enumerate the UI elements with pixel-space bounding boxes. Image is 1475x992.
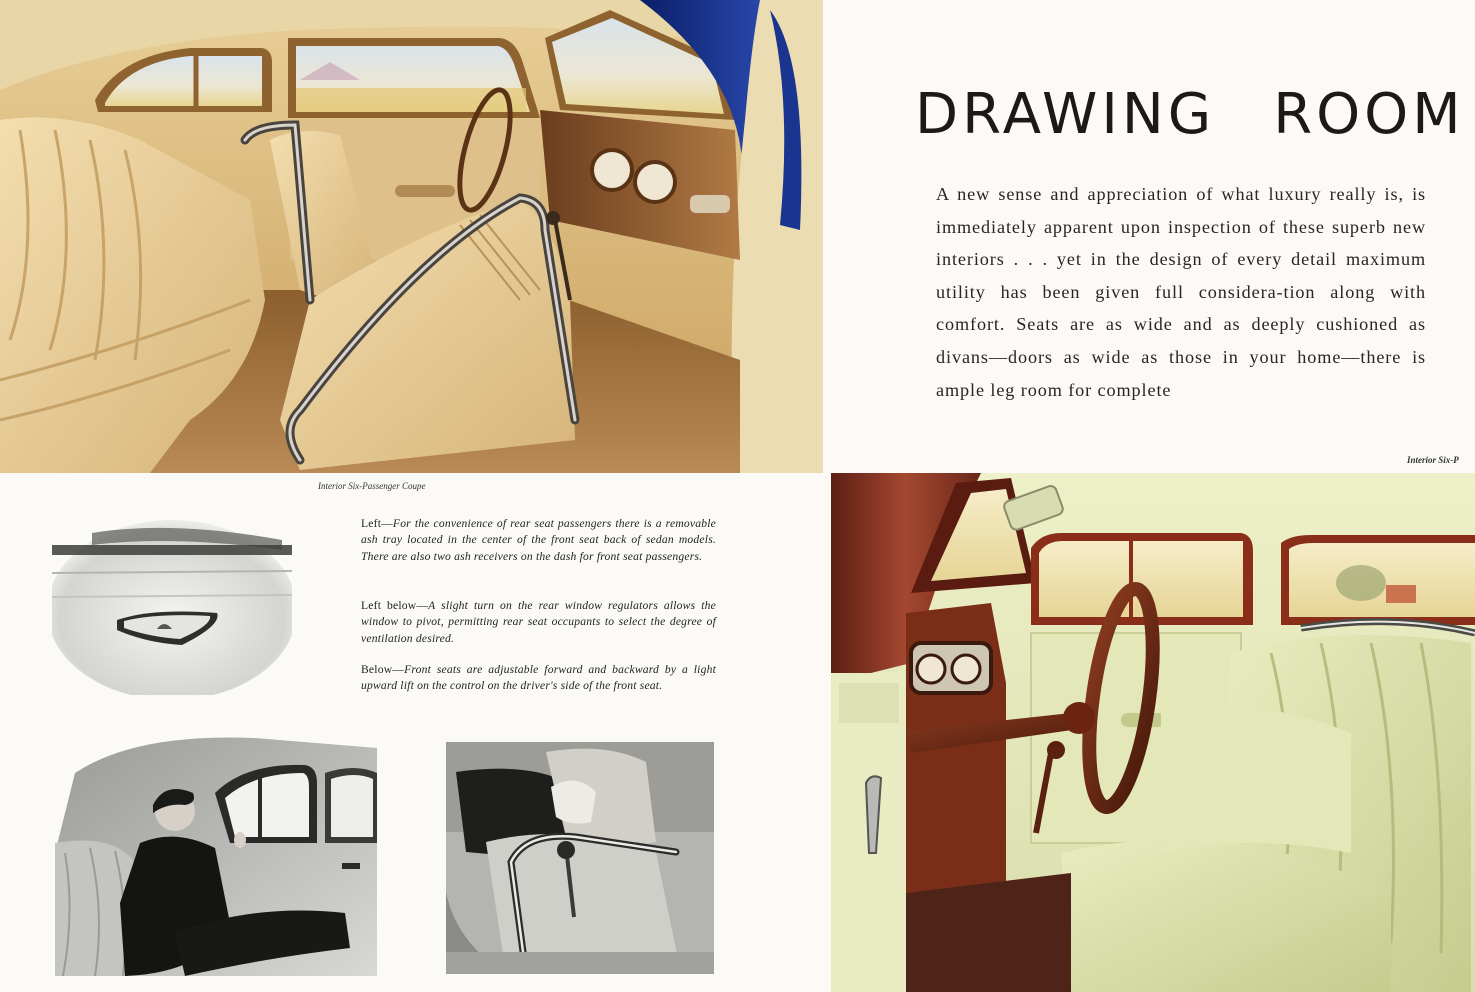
caption-six-passenger-partial: Interior Six-P: [1407, 455, 1459, 465]
green-interior-art: [831, 473, 1475, 992]
note-seat-adjust: [361, 662, 716, 695]
coupe-interior-art: [0, 0, 823, 473]
note-lead: Left—: [361, 517, 393, 530]
note-lead: Below—: [361, 663, 405, 676]
intro-paragraph: A new sense and appreciation of what luxury really is, is immediately apparent upon inspection of these superb new interiors . . . yet in the design of every detail maximum utility has been given full considera-tion along with comfort. Seats are as wide and as deeply cushioned as divans—doors as wide as those in your home—there is ample leg room for complete: [936, 184, 1426, 400]
photo-seat-control: [446, 742, 714, 974]
caption-coupe-interior: Interior Six-Passenger Coupe: [318, 481, 426, 491]
note-text: For the convenience of rear seat passengers there is a removable ash tray located in the center of the front seat back of sedan models. There are also two ash receivers on the dash for front seat passengers.: [361, 517, 716, 563]
photo-ash-tray: [52, 515, 292, 695]
note-lead: Left below—: [361, 599, 429, 612]
note-text: Front seats are adjustable forward and backward by a light upward lift on the control on the driver's side of the front seat.: [361, 663, 716, 693]
note-window-regulator: [361, 598, 716, 647]
heading-word-drawing: DRAWING: [915, 82, 1216, 147]
illustration-coupe-interior: [0, 0, 823, 473]
rear-window-art: [55, 733, 377, 976]
note-ash-tray: [361, 516, 716, 565]
ash-tray-art: [52, 515, 292, 695]
note-text: A slight turn on the rear window regulators allows the window to pivot, permitting rear seat occupants to select the degree of ventilation desired.: [361, 599, 716, 645]
photo-rear-window-passenger: [55, 733, 377, 976]
seat-control-art: [446, 742, 714, 974]
page-heading: [915, 82, 1465, 147]
illustration-green-interior: [831, 473, 1475, 992]
heading-word-room: ROOM: [1273, 82, 1465, 147]
